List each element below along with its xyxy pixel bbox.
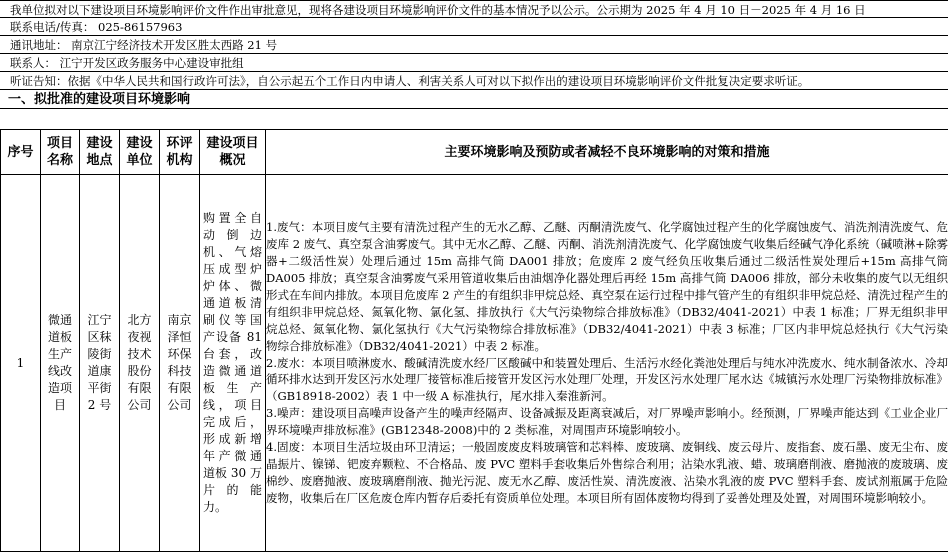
measure-water: 2.废水：本项目喷淋废水、酸碱清洗废水经厂区酸碱中和装置处理后、生活污水经化粪池处理后与纯水冲洗废水、纯水制备浓水、冷却循环排水达到开发区污水处理厂接管标准后接管开发区污水处理厂处理，开发区污水处理厂尾水达《城镇污水处理厂污染物排放标准》（GB18918-2002）表 1 中一级 A 标准执行，尾水排入秦淮新河。 bbox=[266, 355, 948, 404]
cell-unit: 北方夜视技术股份有限公司 bbox=[120, 175, 160, 552]
notice-address: 通讯地址： 南京江宁经济技术开发区胜太西路 21 号 bbox=[0, 36, 948, 54]
cell-agency: 南京泽恒环保科技有限公司 bbox=[160, 175, 200, 552]
project-table bbox=[0, 129, 948, 552]
cell-location: 江宁区秣陵街道康平街 2 号 bbox=[80, 175, 120, 552]
header-location: 建设地点 bbox=[80, 130, 120, 175]
notice-phone: 联系电话/传真： 025-86157963 bbox=[0, 18, 948, 36]
notice-intro: 我单位拟对以下建设项目环境影响评价文件作出审批意见，现将各建设项目环境影响评价文件的基本情况予以公示。公示期为 2025 年 4 月 10 日－2025 年 4 月 16 日 bbox=[0, 0, 948, 18]
header-measures: 主要环境影响及预防或者减轻不良环境影响的对策和措施 bbox=[266, 130, 948, 175]
notice-hearing: 听证告知：依据《中华人民共和国行政许可法》，自公示起五个工作日内申请人、利害关系人可对以下拟作出的建设项目环境影响评价文件批复决定要求听证。 bbox=[0, 72, 948, 90]
cell-seq: 1 bbox=[1, 175, 41, 552]
header-unit: 建设单位 bbox=[120, 130, 160, 175]
table-row bbox=[1, 175, 948, 552]
cell-name: 微通道板生产线改造项目 bbox=[41, 175, 80, 552]
header-agency: 环评机构 bbox=[160, 130, 200, 175]
section-title: 一、拟批准的建设项目环境影响 bbox=[0, 90, 948, 109]
notice-contact: 联系人： 江宁开发区政务服务中心建设审批组 bbox=[0, 54, 948, 72]
measure-air: 1.废气：本项目废气主要有清洗过程产生的无水乙醇、乙醚、丙酮清洗废气、化学腐蚀过程产生的化学腐蚀废气、消洗剂清洗废气、危废库 2 废气、真空泵含油雾废气。其中无水乙醇、乙醚、丙酮、消洗剂清洗废气、化学腐蚀废气收集后经碱气净化系统（碱喷淋+除雾器+二级活性炭）处理后通过 15m 高排气筒 DA001 排放；危废库 2 废气经负压收集后通过二级活性炭处理后+15m 高排气筒 DA005 排放；真空泵含油雾废气采用管道收集后由油烟净化器处理后再经 15m 高排气筒 DA006 排放，部分未收集的废气以无组织形式在车间内排放。本项目危废库 2 产生的有组织非甲烷总烃、真空泵在运行过程中排气管产生的有组织非甲烷总烃、清洗过程产生的有组织非甲烷总烃、氮氧化物、氯化氢、排放执行《大气污染物综合排放标准》（DB32/4041-2021）中表 1 标准；厂界无组织非甲烷总烃、氮氧化物、氯化氢执行《大气污染物综合排放标准》（DB32/4041-2021）中表 3 标准；厂区内非甲烷总烃执行《大气污染物综合排放标准》（DB32/4041-2021）中表 2 标准。 bbox=[266, 220, 948, 353]
header-name: 项目名称 bbox=[41, 130, 80, 175]
notice-header bbox=[0, 0, 948, 109]
cell-overview: 购置全自动倒边机、气熔压成型炉炉体、微通道板清刷仪等国产设备 81 台套，改造微通道板生产线，项目完成后，形成新增年产微通道板 30 万片的能力。 bbox=[200, 175, 266, 552]
table-header-row bbox=[1, 130, 948, 175]
cell-measures bbox=[266, 175, 948, 552]
measure-noise: 3.噪声：建设项目高噪声设备产生的噪声经隔声、设备减振及距离衰减后，对厂界噪声影响小。经预测，厂界噪声能达到《工业企业厂界环境噪声排放标准》(GB12348-2008)中的 2 类标准，对周围声环境影响较小。 bbox=[266, 406, 948, 438]
measure-solid-waste: 4.固废：本项目生活垃圾由环卫清运；一般固废废皮料玻璃管和芯料棒、废玻璃、废铜线、废云母片、废指套、废石墨、废无尘布、废晶振片、镍锑、钯废弃颗粒、不合格品、废 PVC 塑料手套收集后外售综合利用；沾染水乳液、蜡、玻璃磨削液、磨抛液的废玻璃、废棉纱、废磨抛液、废玻璃磨削液、抛光污泥、废无水乙醇、废活性炭、清洗废液、沾染水乳液的废 PVC 塑料手套、废试剂瓶属于危险废物，收集后在厂区危废仓库内暂存后委托有资质单位处理。本项目所有固体废物均得到了妥善处理及处置，对周围环境影响较小。 bbox=[266, 440, 948, 505]
header-overview: 建设项目概况 bbox=[200, 130, 266, 175]
header-seq: 序号 bbox=[1, 130, 41, 175]
